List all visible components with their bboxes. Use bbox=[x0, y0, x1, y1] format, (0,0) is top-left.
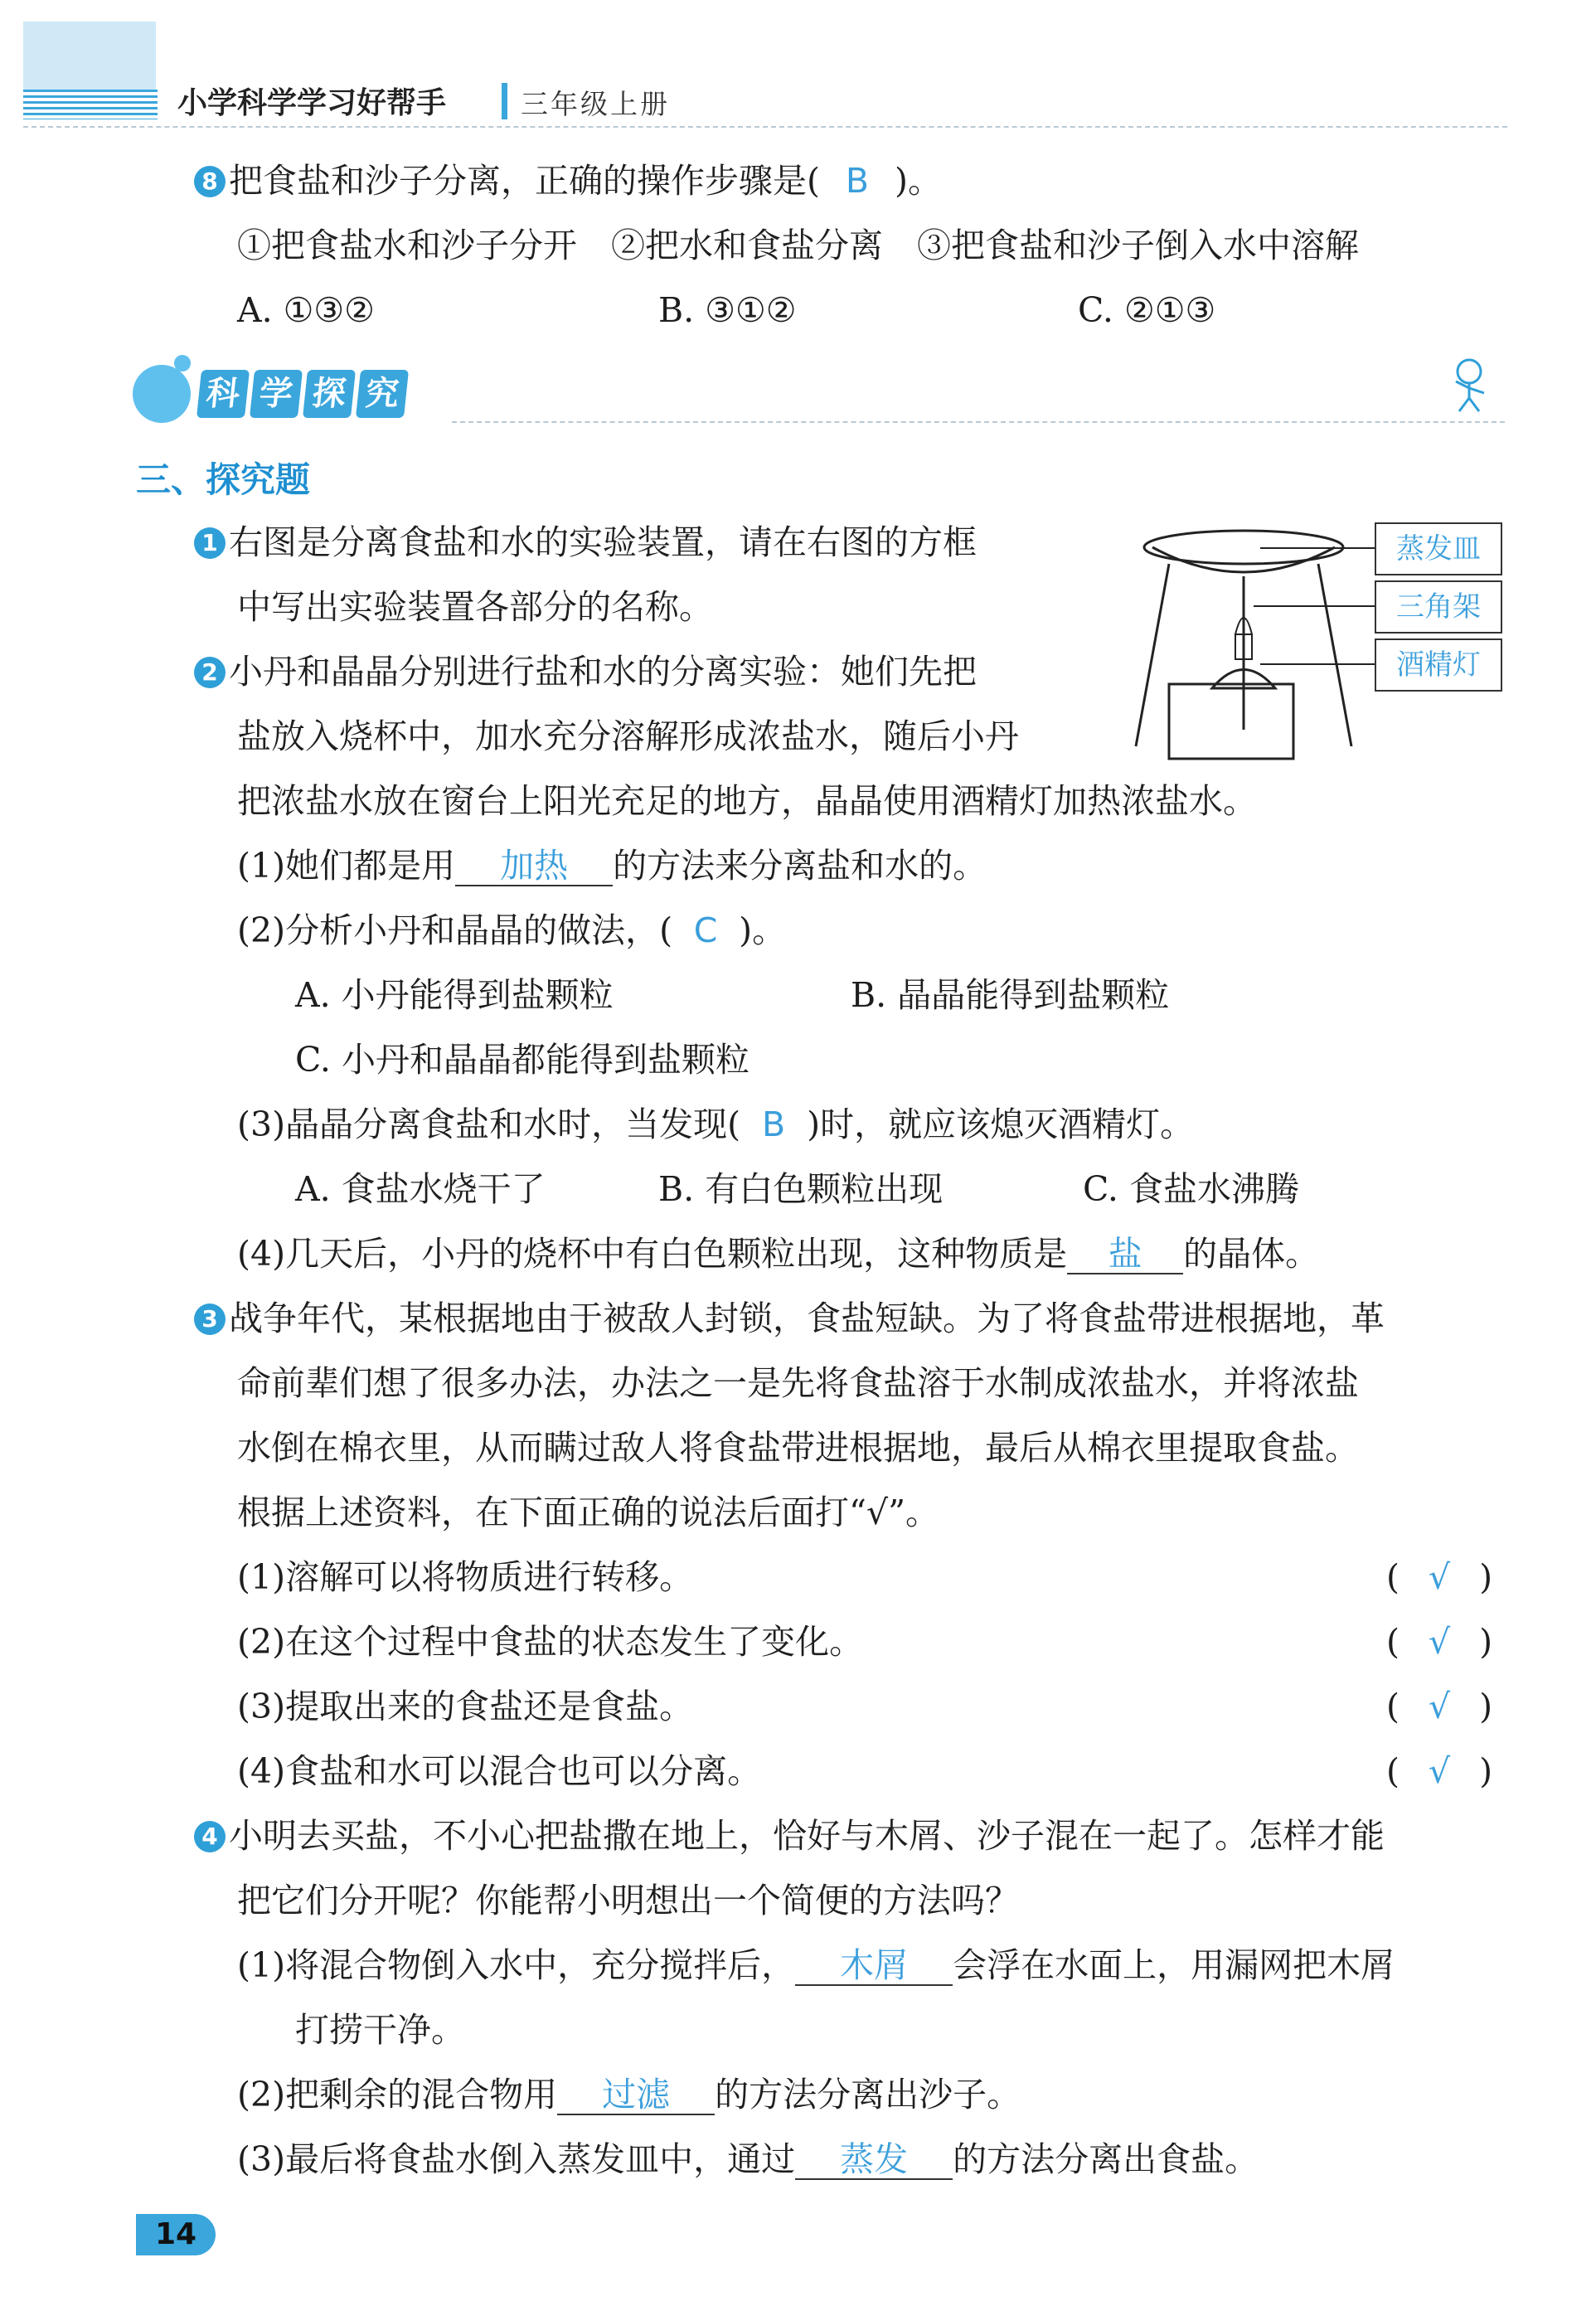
p2-sub2-option-a: A. 小丹能得到盐颗粒 bbox=[295, 975, 614, 1015]
p2-line1: 2 小丹和晶晶分别进行盐和水的分离实验：她们先把 bbox=[194, 648, 977, 695]
section-title: 三、探究题 bbox=[136, 459, 311, 500]
p2-sub2-option-c: C. 小丹和晶晶都能得到盐颗粒 bbox=[295, 1040, 749, 1080]
p1-line1: 1 右图是分离食盐和水的实验装置，请在右图的方框 bbox=[194, 519, 977, 566]
label-evaporating-dish: 蒸发皿 bbox=[1375, 522, 1502, 575]
p4-sub2: (2)把剩余的混合物用 过滤 的方法分离出沙子。 bbox=[237, 2075, 1021, 2114]
q8-option-b: B. ③①② bbox=[658, 290, 797, 330]
p4-sub1-continued: 打捞干净。 bbox=[295, 2010, 465, 2050]
question-number: 4 bbox=[194, 1821, 226, 1852]
book-grade: 三年级上册 bbox=[521, 88, 670, 120]
answer-blank: 盐 bbox=[1067, 1235, 1183, 1274]
p1-line2: 中写出实验装置各部分的名称。 bbox=[237, 587, 713, 627]
evaporation-apparatus-figure bbox=[1119, 514, 1385, 766]
label-leader-line bbox=[1254, 605, 1375, 607]
p4-sub3: (3)最后将食盐水倒入蒸发皿中，通过 蒸发 的方法分离出食盐。 bbox=[237, 2139, 1259, 2179]
cartoon-figure-icon bbox=[1441, 357, 1501, 418]
q8-option-a: A. ①③② bbox=[237, 290, 375, 330]
p4-line2: 把它们分开呢？你能帮小明想出一个简便的方法吗？ bbox=[237, 1881, 1019, 1920]
p3-item-2: (2)在这个过程中食盐的状态发生了变化。 bbox=[237, 1622, 864, 1662]
label-leader-line bbox=[1260, 547, 1375, 549]
p2-sub3-option-b: B. 有白色颗粒出现 bbox=[658, 1169, 944, 1209]
p3-line3: 水倒在棉衣里，从而瞒过敌人将食盐带进根据地，最后从棉衣里提取食盐。 bbox=[237, 1428, 1359, 1468]
label-alcohol-lamp: 酒精灯 bbox=[1375, 638, 1502, 692]
p2-sub2: (2)分析小丹和晶晶的做法，( C )。 bbox=[237, 907, 786, 954]
question-number: 2 bbox=[194, 657, 226, 688]
banner-dashed-line bbox=[452, 421, 1505, 423]
answer-blank: 木屑 bbox=[795, 1946, 953, 1986]
p3-item-2-check: ( √ ) bbox=[1386, 1622, 1493, 1662]
label-tripod: 三角架 bbox=[1375, 580, 1502, 634]
p2-sub2-option-b: B. 晶晶能得到盐颗粒 bbox=[851, 975, 1170, 1015]
answer: B bbox=[845, 161, 870, 201]
header-decoration bbox=[23, 22, 156, 93]
answer: B bbox=[762, 1104, 786, 1144]
q8-steps: ①把食盐水和沙子分开 ②把水和食盐分离 ③把食盐和沙子倒入水中溶解 bbox=[237, 226, 1359, 265]
p3-line1: 3 战争年代，某根据地由于被敌人封锁，食盐短缺。为了将食盐带进根据地，革 bbox=[194, 1295, 1385, 1342]
answer-blank: 加热 bbox=[455, 847, 613, 886]
header-stripes bbox=[23, 90, 158, 119]
answer-blank: 过滤 bbox=[557, 2075, 715, 2115]
p2-sub3-option-a: A. 食盐水烧干了 bbox=[295, 1169, 546, 1209]
p4-sub1: (1)将混合物倒入水中，充分搅拌后， 木屑 会浮在水面上，用漏网把木屑 bbox=[237, 1945, 1395, 1985]
p3-line2: 命前辈们想了很多办法，办法之一是先将食盐溶于水制成浓盐水，并将浓盐 bbox=[237, 1363, 1359, 1403]
q8-stem: 8 把食盐和沙子分离，正确的操作步骤是( B )。 bbox=[194, 158, 942, 204]
book-title: 小学科学学习好帮手 bbox=[177, 86, 447, 120]
p2-line2: 盐放入烧杯中，加水充分溶解形成浓盐水，随后小丹 bbox=[237, 716, 1019, 756]
p3-item-3-check: ( √ ) bbox=[1386, 1687, 1493, 1726]
p3-item-1: (1)溶解可以将物质进行转移。 bbox=[237, 1557, 694, 1597]
header-divider bbox=[502, 83, 507, 119]
answer-blank: 蒸发 bbox=[795, 2140, 953, 2180]
q8-option-c: C. ②①③ bbox=[1078, 290, 1216, 330]
p2-sub3: (3)晶晶分离食盐和水时，当发现( B )时，就应该熄灭酒精灯。 bbox=[237, 1101, 1194, 1148]
p2-sub4: (4)几天后，小丹的烧杯中有白色颗粒出现，这种物质是 盐 的晶体。 bbox=[237, 1234, 1320, 1274]
banner-science-inquiry: 科 学 探 究 bbox=[199, 370, 411, 418]
p3-item-1-check: ( √ ) bbox=[1386, 1557, 1493, 1597]
page-number: 14 bbox=[136, 2214, 216, 2255]
question-number: 1 bbox=[194, 527, 226, 559]
p4-line1: 4 小明去买盐，不小心把盐撒在地上，恰好与木屑、沙子混在一起了。怎样才能 bbox=[194, 1813, 1385, 1859]
p3-item-4-check: ( √ ) bbox=[1386, 1751, 1493, 1791]
p2-sub1: (1)她们都是用 加热 的方法来分离盐和水的。 bbox=[237, 846, 987, 886]
p3-line4: 根据上述资料，在下面正确的说法后面打“√”。 bbox=[237, 1493, 940, 1532]
p2-sub3-option-c: C. 食盐水沸腾 bbox=[1083, 1169, 1299, 1209]
header-dashed-line bbox=[23, 126, 1507, 128]
p3-item-3: (3)提取出来的食盐还是食盐。 bbox=[237, 1687, 694, 1726]
p3-item-4: (4)食盐和水可以混合也可以分离。 bbox=[237, 1751, 762, 1791]
question-number: 3 bbox=[194, 1303, 226, 1335]
question-number: 8 bbox=[194, 166, 226, 197]
p2-line3: 把浓盐水放在窗台上阳光充足的地方，晶晶使用酒精灯加热浓盐水。 bbox=[237, 781, 1257, 821]
banner-dot-small bbox=[174, 355, 191, 371]
label-leader-line bbox=[1260, 663, 1375, 665]
banner-dot-large bbox=[133, 365, 191, 423]
answer: C bbox=[693, 910, 718, 950]
